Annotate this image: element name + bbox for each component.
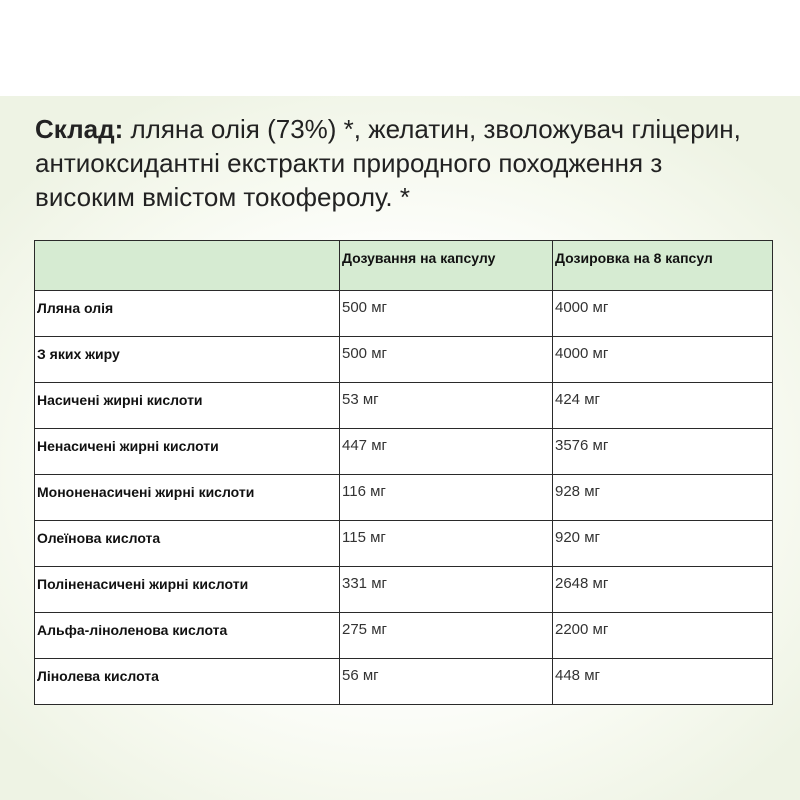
table-row — [35, 613, 773, 659]
table-row — [35, 337, 773, 383]
nutrient-name: Альфа-ліноленова кислота — [35, 613, 340, 659]
per-capsule-value: 331 мг — [340, 567, 553, 613]
per-8-capsules-value: 4000 мг — [553, 337, 773, 383]
per-8-capsules-value: 928 мг — [553, 475, 773, 521]
composition-label: Склад: — [35, 114, 124, 144]
per-8-capsules-value: 920 мг — [553, 521, 773, 567]
table-row — [35, 383, 773, 429]
nutrient-name: Ненасичені жирні кислоти — [35, 429, 340, 475]
nutrition-table — [34, 240, 773, 705]
per-capsule-value: 115 мг — [340, 521, 553, 567]
header-nutrient — [35, 241, 340, 291]
composition-text — [35, 112, 765, 214]
header-per-capsule: Дозування на капсулу — [340, 241, 553, 291]
per-capsule-value: 500 мг — [340, 337, 553, 383]
per-capsule-value: 116 мг — [340, 475, 553, 521]
per-capsule-value: 275 мг — [340, 613, 553, 659]
per-8-capsules-value: 2200 мг — [553, 613, 773, 659]
composition-ingredients: лляна олія (73%) *, желатин, зволожувач гліцерин, антиоксидантні екстракти природного походження з високим вмістом токоферолу. * — [35, 114, 741, 212]
table-row — [35, 659, 773, 705]
per-capsule-value: 500 мг — [340, 291, 553, 337]
per-capsule-value: 56 мг — [340, 659, 553, 705]
per-8-capsules-value: 448 мг — [553, 659, 773, 705]
nutrient-name: Мононенасичені жирні кислоти — [35, 475, 340, 521]
table-row — [35, 475, 773, 521]
header-per-8-capsules: Дозировка на 8 капсул — [553, 241, 773, 291]
per-capsule-value: 447 мг — [340, 429, 553, 475]
nutrient-name: Насичені жирні кислоти — [35, 383, 340, 429]
nutrient-name: Олеїнова кислота — [35, 521, 340, 567]
per-8-capsules-value: 3576 мг — [553, 429, 773, 475]
top-band — [0, 0, 800, 96]
nutrient-name: Поліненасичені жирні кислоти — [35, 567, 340, 613]
nutrient-name: З яких жиру — [35, 337, 340, 383]
table-row — [35, 521, 773, 567]
table-row — [35, 567, 773, 613]
nutrient-name: Лінолева кислота — [35, 659, 340, 705]
table-row — [35, 429, 773, 475]
per-8-capsules-value: 2648 мг — [553, 567, 773, 613]
per-capsule-value: 53 мг — [340, 383, 553, 429]
nutrient-name: Лляна олія — [35, 291, 340, 337]
table-row — [35, 291, 773, 337]
per-8-capsules-value: 4000 мг — [553, 291, 773, 337]
per-8-capsules-value: 424 мг — [553, 383, 773, 429]
table-header-row — [35, 241, 773, 291]
